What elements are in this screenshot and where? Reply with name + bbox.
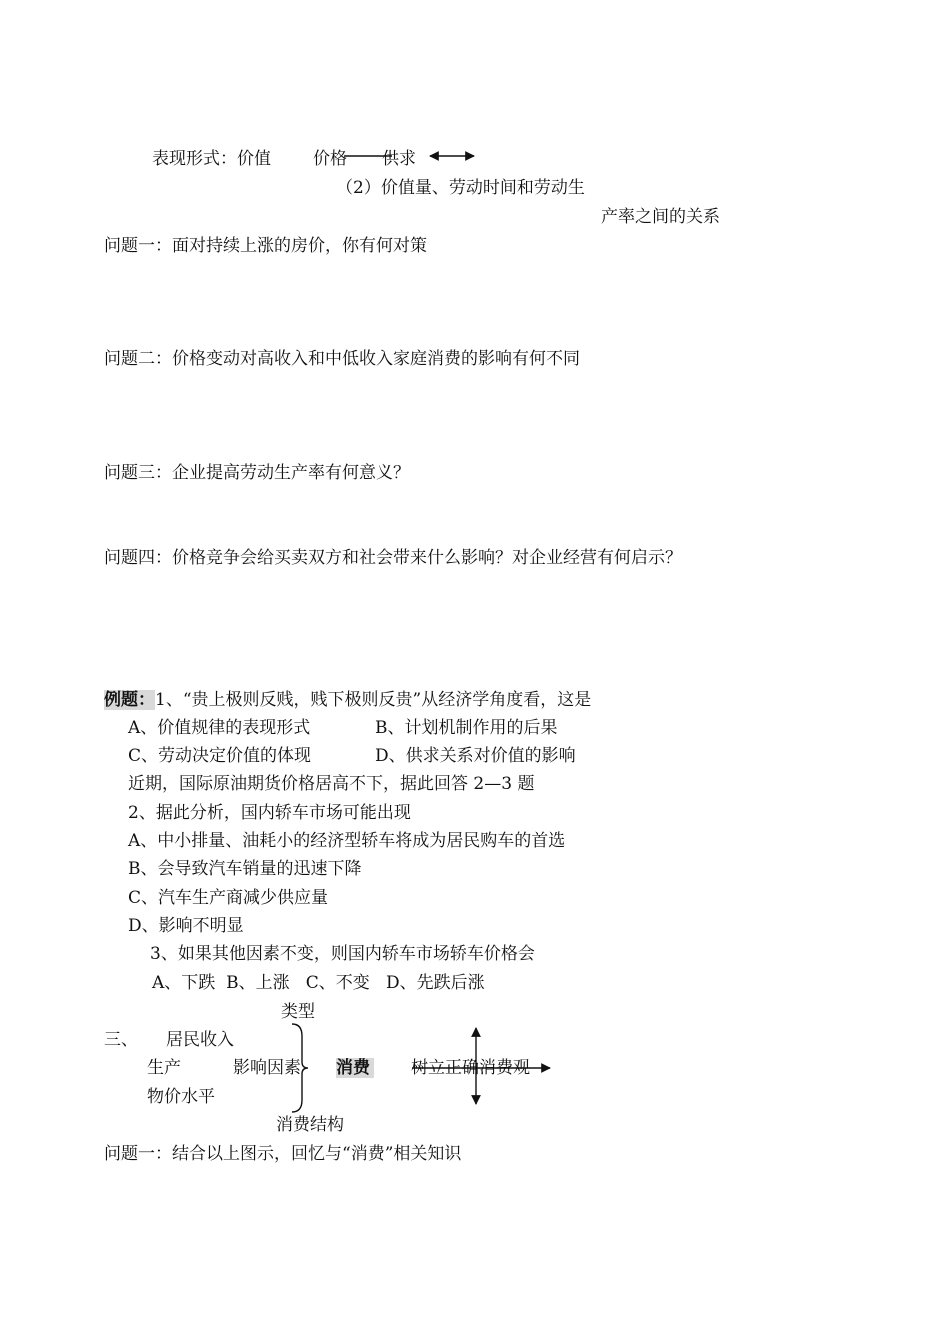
question-four: 问题四：价格竞争会给买卖双方和社会带来什么影响？对企业经营有何启示？: [104, 548, 682, 568]
example-q1-option-a: A、价值规律的表现形式: [128, 718, 311, 738]
example-q3: 3、如果其他因素不变，则国内轿车市场轿车价格会: [150, 944, 535, 964]
example-q3-options: A、下跌 B、上涨 C、不变 D、先跌后涨: [152, 973, 485, 993]
section-three-number: 三、: [104, 1030, 138, 1050]
relation-line-2: 产率之间的关系: [601, 207, 720, 227]
price-level-label: 物价水平: [147, 1087, 215, 1107]
example-q1-option-d: D、供求关系对价值的影响: [375, 746, 576, 766]
income-label: 居民收入: [166, 1030, 234, 1050]
question-three: 问题三：企业提高劳动生产率有何意义？: [104, 463, 410, 483]
production-label: 生产: [147, 1058, 181, 1078]
relation-line-1: （2）价值量、劳动时间和劳动生: [336, 178, 585, 198]
example-q2-option-c: C、汽车生产商减少供应量: [128, 888, 329, 908]
example-q1-option-c: C、劳动决定价值的体现: [128, 746, 312, 766]
supply-demand-label: 供求: [382, 149, 416, 169]
forms-label: 表现形式：价值: [152, 149, 271, 169]
example-q2-option-d: D、影响不明显: [128, 916, 244, 936]
example-q1-line: [104, 690, 591, 710]
example-q2-option-a: A、中小排量、油耗小的经济型轿车将成为居民购车的首选: [128, 831, 566, 851]
consumption-question: 问题一：结合以上图示，回忆与“消费”相关知识: [104, 1144, 462, 1164]
example-q1-option-b: B、计划机制作用的后果: [375, 718, 558, 738]
question-one: 问题一：面对持续上涨的房价，你有何对策: [104, 236, 427, 256]
example-q2: 2、据此分析，国内轿车市场可能出现: [128, 803, 411, 823]
example-q2-option-b: B、会导致汽车销量的迅速下降: [128, 859, 362, 879]
structure-label: 消费结构: [276, 1115, 344, 1135]
consumption-label: 消费: [336, 1058, 374, 1078]
example-label: 例题：: [104, 690, 155, 710]
correct-view-label: 树立正确消费观: [411, 1058, 530, 1078]
example-context: 近期，国际原油期货价格居高不下，据此回答 2—3 题: [128, 774, 535, 794]
factors-label: 影响因素: [233, 1058, 301, 1078]
types-label: 类型: [281, 1002, 315, 1022]
price-label: 价格: [313, 149, 347, 169]
example-q1: 1、“贵上极则反贱，贱下极则反贵”从经济学角度看，这是: [155, 690, 592, 710]
question-two: 问题二：价格变动对高收入和中低收入家庭消费的影响有何不同: [104, 349, 580, 369]
